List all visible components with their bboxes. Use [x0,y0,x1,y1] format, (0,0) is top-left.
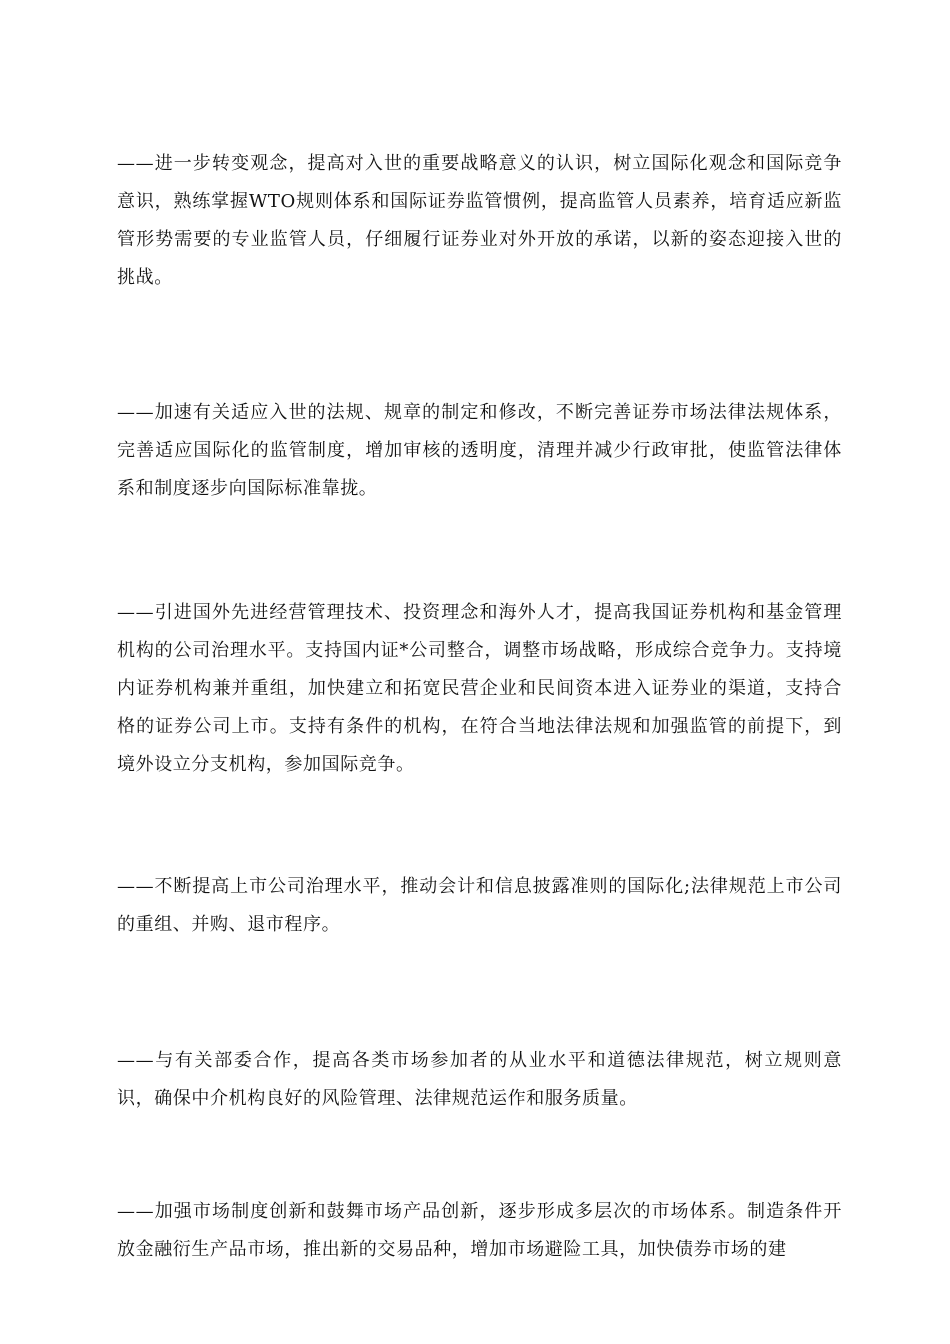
paragraph-concept-shift: ——进一步转变观念，提高对入世的重要战略意义的认识，树立国际化观念和国际竞争意识，熟练掌握WTO规则体系和国际证券监管惯例，提高监管人员素养，培育适应新监管形势需要的专业监管人员，仔细履行证券业对外开放的承诺，以新的姿态迎接入世的挑战。 [117,153,842,288]
paragraph-market-participants: ——与有关部委合作，提高各类市场参加者的从业水平和道德法律规范，树立规则意识，确保中介机构良好的风险管理、法律规范运作和服务质量。 [117,1050,842,1109]
paragraph-listed-companies: ——不断提高上市公司治理水平，推动会计和信息披露准则的国际化;法律规范上市公司的重组、并购、退市程序。 [117,876,842,935]
paragraph-foreign-expertise: ——引进国外先进经营管理技术、投资理念和海外人才，提高我国证券机构和基金管理机构的公司治理水平。支持国内证*公司整合，调整市场战略，形成综合竞争力。支持境内证券机构兼并重组，加快建立和拓宽民营企业和民间资本进入证券业的渠道，支持合格的证券公司上市。支持有条件的机构，在符合当地法律法规和加强监管的前提下，到境外设立分支机构，参加国际竞争。 [117,602,842,775]
paragraph-regulations: ——加速有关适应入世的法规、规章的制定和修改，不断完善证券市场法律法规体系，完善适应国际化的监管制度，增加审核的透明度，清理并减少行政审批，使监管法律体系和制度逐步向国际标准靠拢。 [117,402,842,499]
paragraph-market-innovation: ——加强市场制度创新和鼓舞市场产品创新，逐步形成多层次的市场体系。制造条件开放金融衍生产品市场，推出新的交易品种，增加市场避险工具，加快债券市场的建 [117,1201,842,1260]
